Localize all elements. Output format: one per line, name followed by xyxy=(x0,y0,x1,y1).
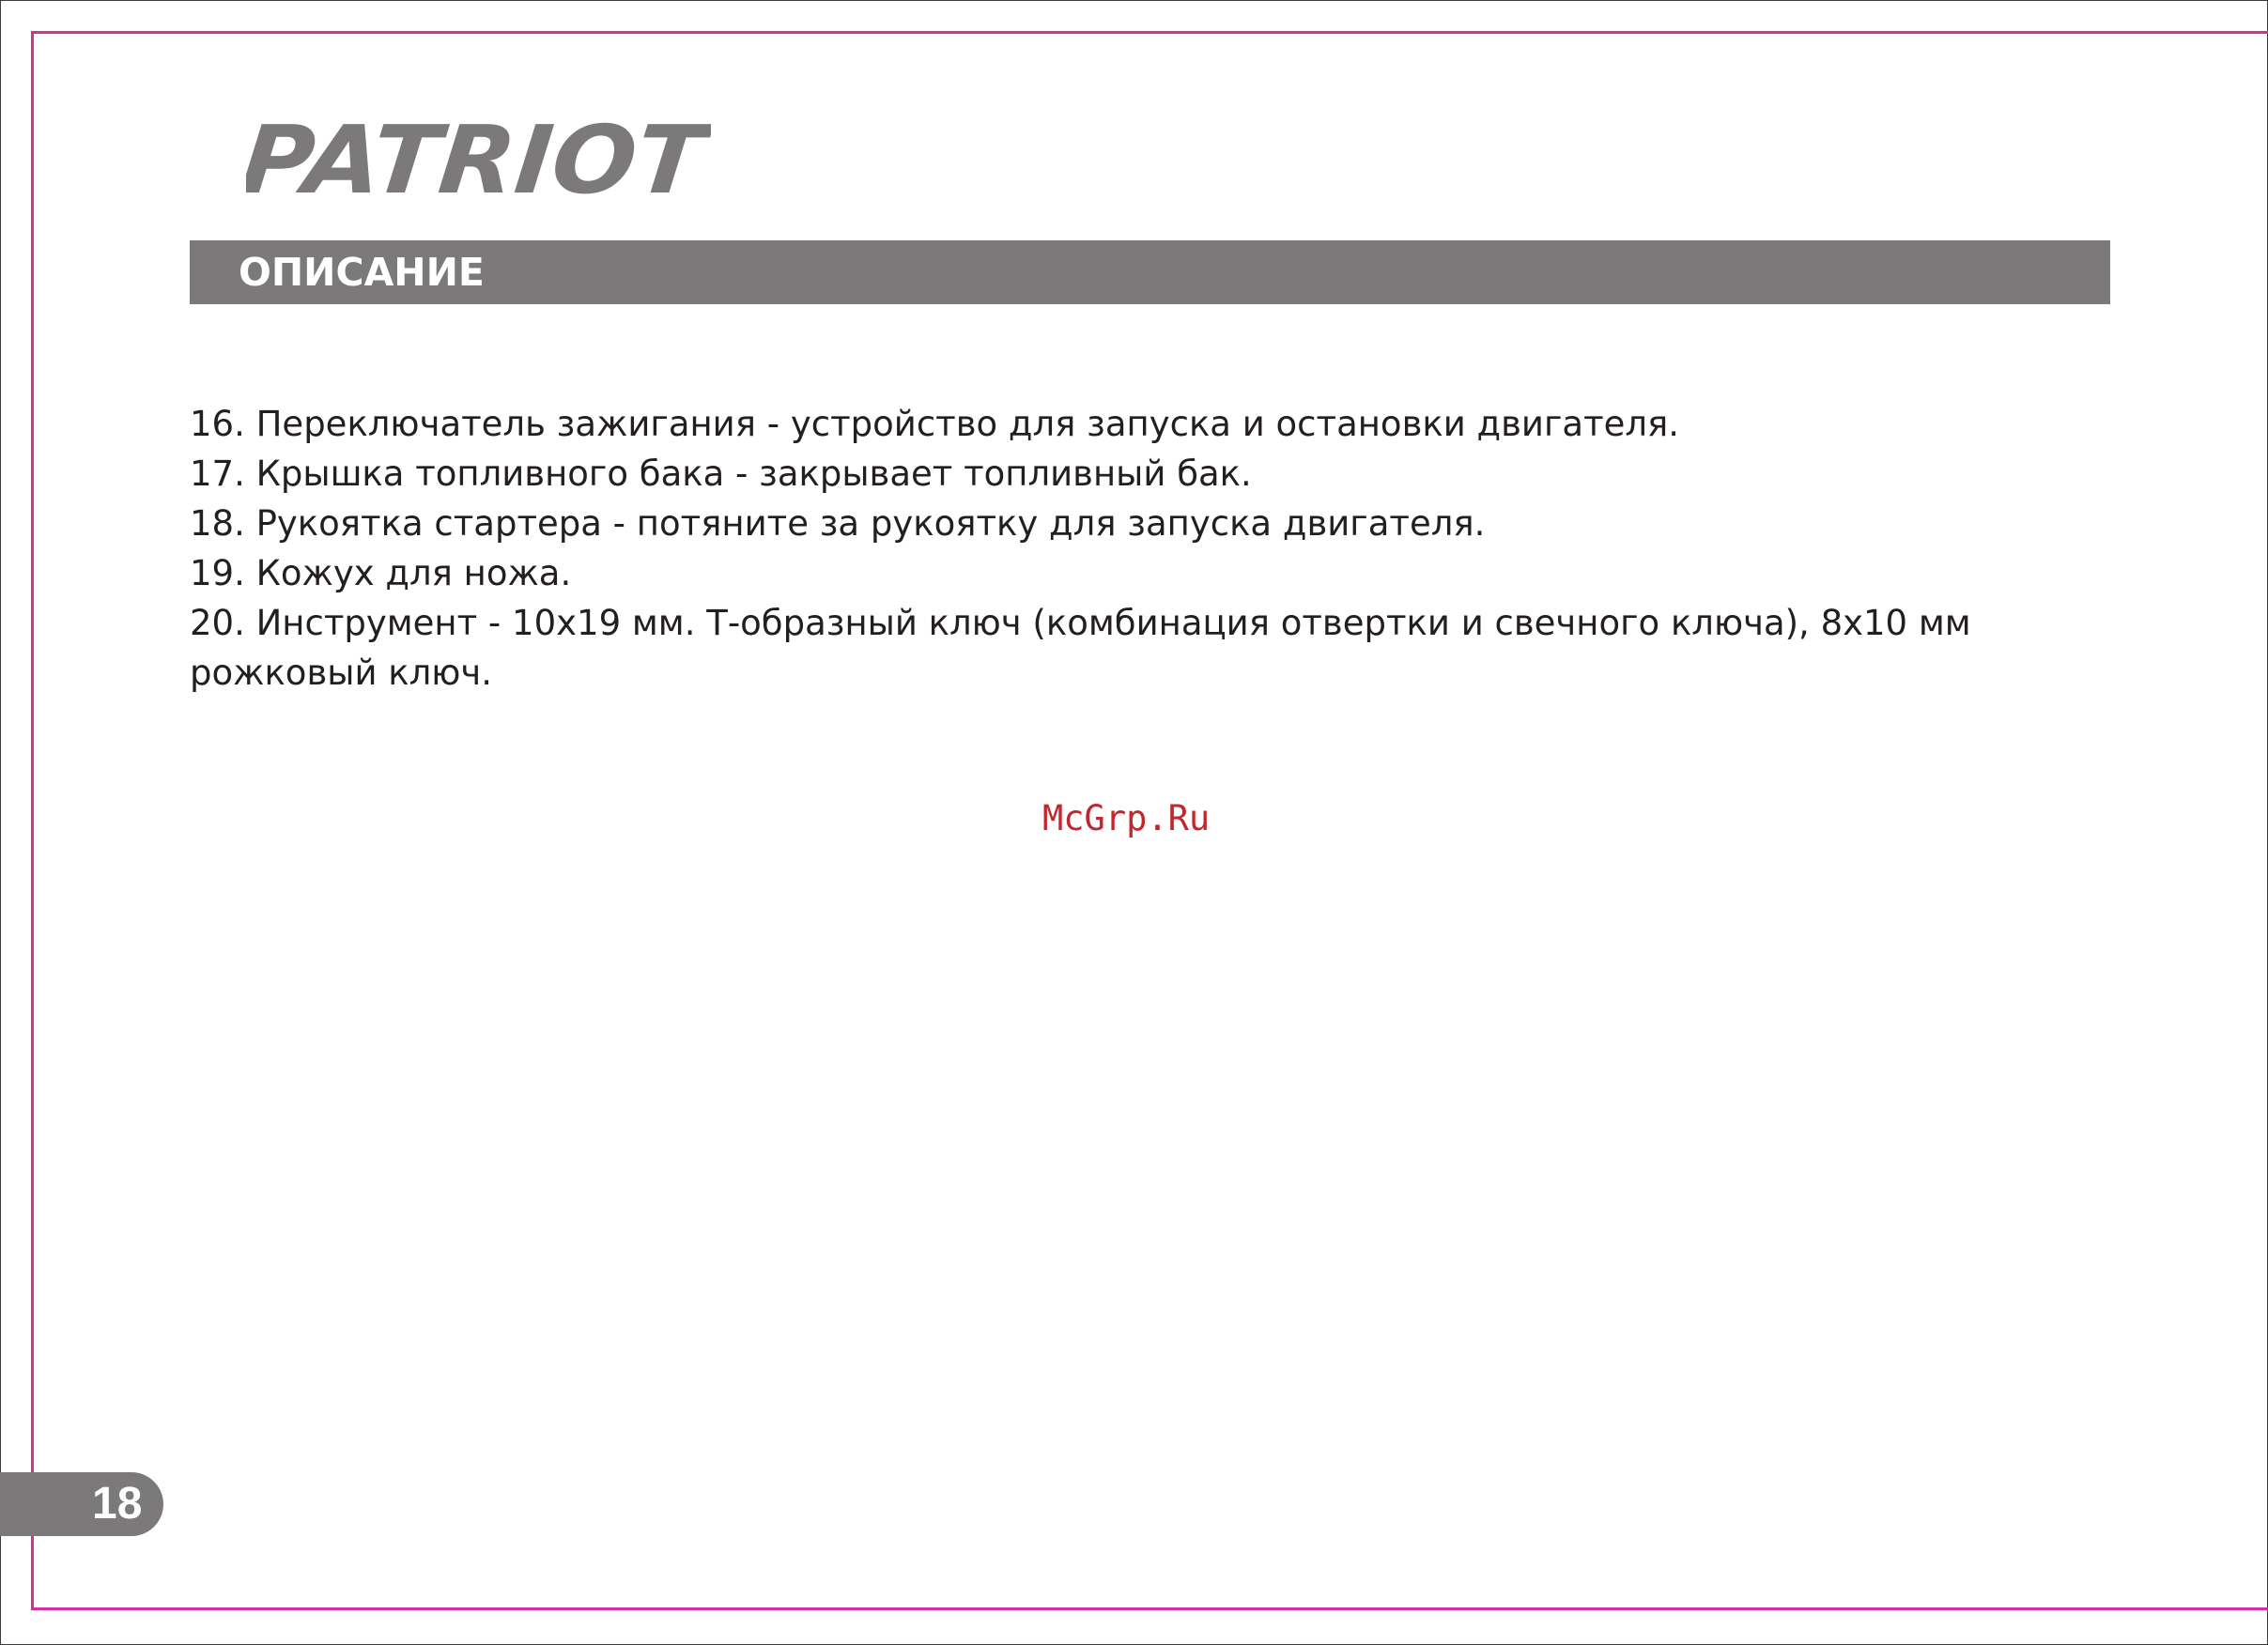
list-item: 20. Инструмент - 10х19 мм. Т-образный ключ (комбинация отвертки и свечного ключа), 8х10 мм рожковый ключ. xyxy=(190,603,1971,693)
svg-text:PATRIOT: PATRIOT xyxy=(246,120,687,201)
list-item: 17. Крышка топливного бака - закрывает топливный бак. xyxy=(190,454,1252,494)
page-number-tab xyxy=(0,1472,163,1536)
list-item: 19. Кожух для ножа. xyxy=(190,553,572,593)
section-title: ОПИСАНИЕ xyxy=(239,250,485,295)
list-item: 16. Переключатель зажигания - устройство для запуска и остановки двигателя. xyxy=(190,404,1680,444)
patriot-logo xyxy=(246,120,711,206)
section-header-bar xyxy=(190,240,2110,304)
watermark-link[interactable]: McGrp.Ru xyxy=(1042,798,1211,838)
page-number: 18 xyxy=(92,1479,143,1529)
description-list xyxy=(190,399,2115,698)
list-item: 18. Рукоятка стартера - потяните за рукоятку для запуска двигателя. xyxy=(190,503,1486,544)
